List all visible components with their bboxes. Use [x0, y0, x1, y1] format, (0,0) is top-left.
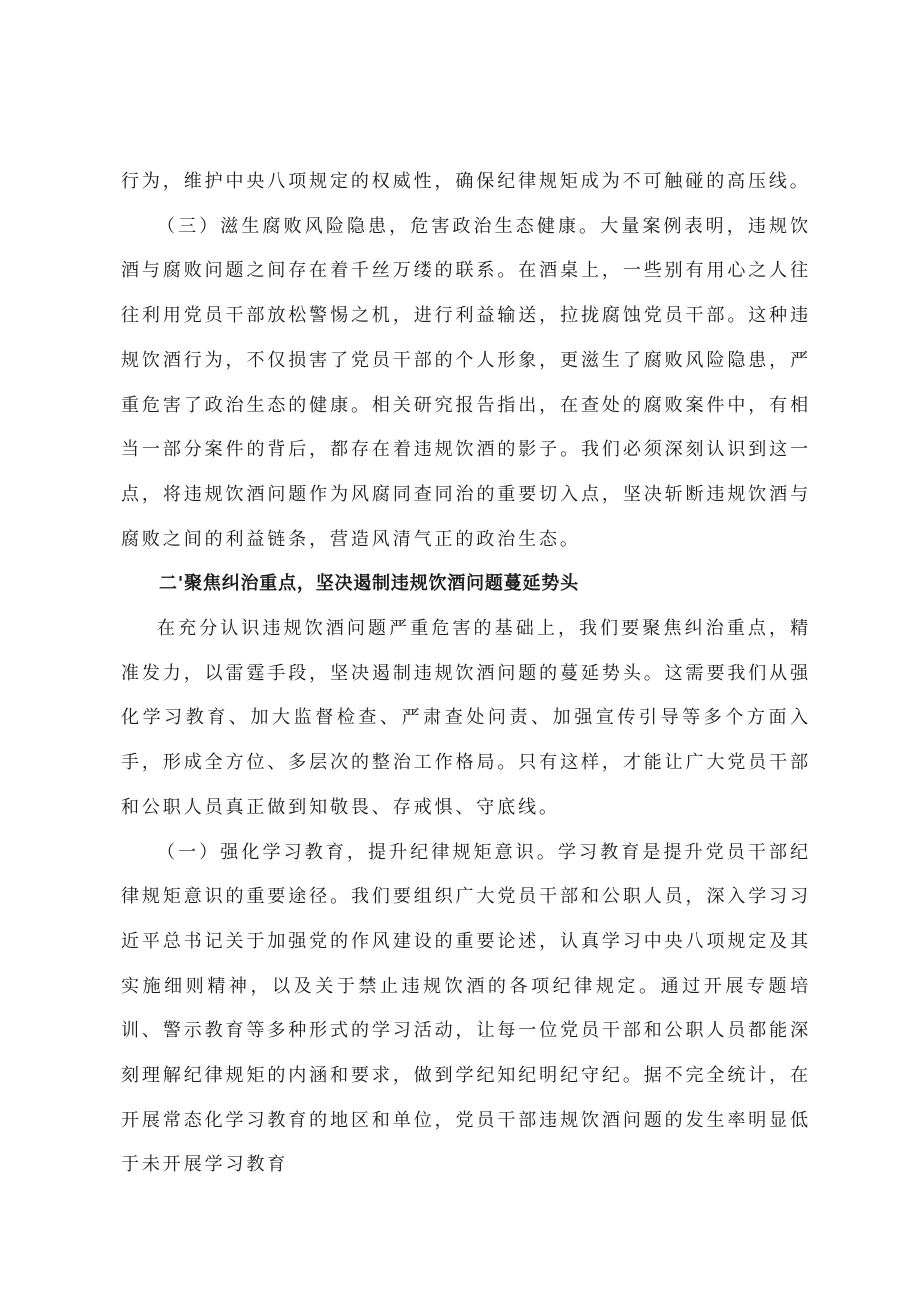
- section-heading-two: 二'聚焦纠治重点，坚决遏制违规饮酒问题蔓延势头: [159, 573, 579, 595]
- paragraph-subsection-one: （一）强化学习教育，提升纪律规矩意识。学习教育是提升党员干部纪律规矩意识的重要途径。我们要组织广大党员干部和公职人员，深入学习习近平总书记关于加强党的作风建设的重要论述，认真学习中央八项规定及其实施细则精神，以及关于禁止违规饮酒的各项纪律规定。通过开展专题培训、警示教育等多种形式的学习活动，让每一位党员干部和公职人员都能深刻理解纪律规矩的内涵和要求，做到学纪知纪明纪守纪。据不完全统计，在开展常态化学习教育的地区和单位，党员干部违规饮酒问题的发生率明显低于未开展学习教育: [121, 841, 811, 1176]
- document-body: [121, 160, 811, 1188]
- paragraph-continuation: 行为，维护中央八项规定的权威性，确保纪律规矩成为不可触碰的高压线。: [121, 171, 811, 192]
- paragraph-section-two-intro: 在充分认识违规饮酒问题严重危害的基础上，我们要聚焦纠治重点，精准发力，以雷霆手段，坚决遏制违规饮酒问题的蔓延势头。这需要我们从强化学习教育、加大监督检查、严肃查处问责、加强宣传引导等多个方面入手，形成全方位、多层次的整治工作格局。只有这样，才能让广大党员干部和公职人员真正做到知敬畏、存戒惧、守底线。: [121, 618, 811, 818]
- paragraph-section-three: （三）滋生腐败风险隐患，危害政治生态健康。大量案例表明，违规饮酒与腐败问题之间存在着千丝万缕的联系。在酒桌上，一些别有用心之人往往利用党员干部放松警惕之机，进行利益输送，拉拢腐蚀党员干部。这种违规饮酒行为，不仅损害了党员干部的个人形象，更滋生了腐败风险隐患，严重危害了政治生态的健康。相关研究报告指出，在查处的腐败案件中，有相当一部分案件的背后，都存在着违规饮酒的影子。我们必须深刻认识到这一点，将违规饮酒问题作为风腐同查同治的重要切入点，坚决斩断违规饮酒与腐败之间的利益链条，营造风清气正的政治生态。: [121, 215, 811, 550]
